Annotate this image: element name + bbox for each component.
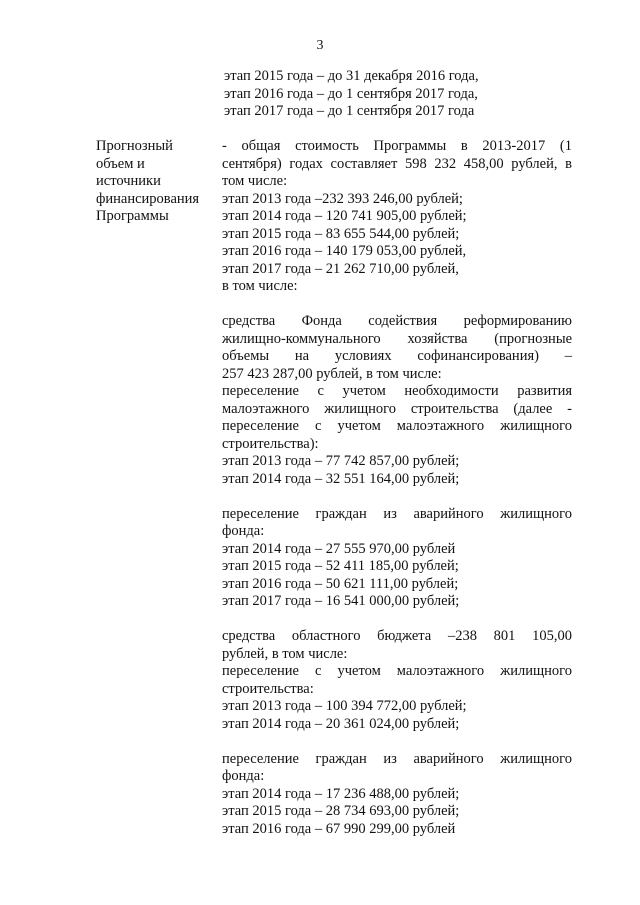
fund-paragraph — [222, 313, 572, 488]
text-line: рублей, в том числе: — [222, 645, 348, 662]
row-label-line: источники — [96, 173, 161, 189]
stage-amount: этап 2013 года – 77 742 857,00 рублей; — [222, 453, 460, 469]
text-line: строительства: — [222, 680, 314, 697]
stage-amount: этап 2016 года – 140 179 053,00 рублей, — [222, 243, 467, 259]
text-line: - общая стоимость Программы в 2013-2017 (1 — [222, 138, 572, 154]
text-line: малоэтажного жилищного строительства (далее - — [222, 400, 572, 417]
text-line: средства Фонда содействия реформированию — [222, 313, 572, 329]
fund-emergency-paragraph — [222, 506, 572, 611]
text-line: в том числе: — [222, 278, 298, 294]
stage-amount: этап 2017 года – 16 541 000,00 рублей; — [222, 593, 460, 609]
text-line: жилищно-коммунального хозяйства (прогнозные — [222, 330, 572, 347]
text-line: фонда: — [222, 768, 265, 784]
stage-amount: этап 2014 года – 17 236 488,00 рублей; — [222, 785, 460, 802]
regional-budget-paragraph — [222, 628, 572, 733]
stage-amount: этап 2016 года – 67 990 299,00 рублей — [222, 820, 456, 837]
stage-amount: этап 2015 года – 52 411 185,00 рублей; — [222, 558, 459, 574]
text-line: объемы на условиях софинансирования) – — [222, 348, 572, 364]
stage-amount: этап 2014 года – 120 741 905,00 рублей; — [222, 208, 467, 224]
text-line: 257 423 287,00 рублей, в том числе: — [222, 365, 442, 382]
stage-amount: этап 2016 года – 50 621 111,00 рублей; — [222, 575, 459, 592]
spacer — [222, 488, 572, 506]
stage-deadlines — [224, 68, 584, 121]
spacer — [222, 611, 572, 629]
spacer — [222, 296, 572, 314]
regional-emergency-paragraph — [222, 751, 572, 839]
row-label-line: Программы — [96, 208, 169, 224]
text-line: переселение с учетом малоэтажного жилищного — [222, 418, 572, 434]
stage-amount: этап 2013 года – 100 394 772,00 рублей; — [222, 698, 467, 714]
stage-deadline-line: этап 2017 года – до 1 сентября 2017 года — [224, 103, 475, 119]
text-line: фонда: — [222, 523, 265, 539]
stage-deadline-line: этап 2016 года – до 1 сентября 2017 года, — [224, 85, 478, 102]
stage-amount: этап 2015 года – 83 655 544,00 рублей; — [222, 225, 460, 242]
stage-amount: этап 2017 года – 21 262 710,00 рублей, — [222, 260, 459, 277]
row-label — [96, 138, 214, 226]
text-line: том числе: — [222, 173, 288, 189]
stage-deadline-line: этап 2015 года – до 31 декабря 2016 года, — [224, 68, 479, 84]
stage-amount: этап 2013 года –232 393 246,00 рублей; — [222, 190, 463, 207]
row-label-line: объем и — [96, 155, 145, 172]
spacer — [222, 733, 572, 751]
stage-amount: этап 2014 года – 32 551 164,00 рублей; — [222, 470, 460, 487]
row-label-line: Прогнозный — [96, 138, 173, 154]
total-cost-paragraph — [222, 138, 572, 296]
text-line: переселение с учетом малоэтажного жилищного — [222, 663, 572, 679]
page-number: 3 — [316, 38, 324, 53]
row-label-line: финансирования — [96, 190, 200, 207]
text-line: переселение с учетом необходимости развития — [222, 383, 572, 399]
financing-description — [222, 138, 572, 838]
stage-amount: этап 2014 года – 20 361 024,00 рублей; — [222, 715, 460, 732]
text-line: сентября) годах составляет 598 232 458,00 рублей, в — [222, 155, 572, 172]
text-line: средства областного бюджета –238 801 105,00 — [222, 628, 572, 644]
text-line: переселение граждан из аварийного жилищного — [222, 505, 572, 522]
stage-amount: этап 2015 года – 28 734 693,00 рублей; — [222, 803, 460, 819]
text-line: строительства): — [222, 435, 319, 452]
text-line: переселение граждан из аварийного жилищного — [222, 750, 572, 767]
stage-amount: этап 2014 года – 27 555 970,00 рублей — [222, 540, 456, 557]
